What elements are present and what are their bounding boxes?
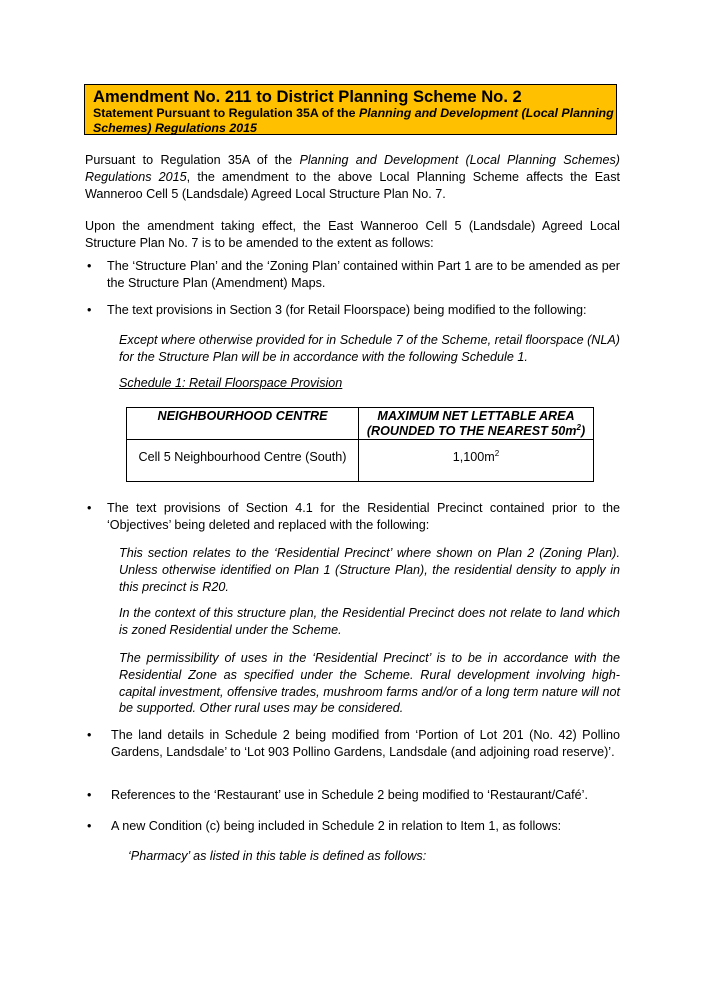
- residential-quote-3: The permissibility of uses in the ‘Residential Precinct’ is to be in accordance with the Residential Zone as specified under the Scheme. Rural development involving high-capital investment, offensive trades, mushroom farms and/or of a long term nature will not be supported. Other rural uses may be considered.: [119, 651, 620, 716]
- bullet-marker: •: [87, 819, 92, 833]
- bullet-new-condition: A new Condition (c) being included in Schedule 2 in relation to Item 1, as follows:: [111, 819, 562, 833]
- schedule-1-title: Schedule 1: Retail Floorspace Provision: [119, 376, 343, 390]
- intro-paragraph: Pursuant to Regulation 35A of the Planning and Development (Local Planning Schemes) Regulations 2015, the amendment to the above Local Planning Scheme affects the East Wanneroo Cell 5 (Landsdale) Agreed Local Structure Plan No. 7.: [85, 153, 620, 201]
- amendment-title: Amendment No. 211 to District Planning Scheme No. 2: [93, 87, 522, 106]
- amendment-header-box: [84, 84, 617, 135]
- retail-floorspace-table: [126, 407, 594, 482]
- bullet-retail-floorspace: The text provisions in Section 3 (for Retail Floorspace) being modified to the following:: [107, 303, 587, 317]
- bullet-restaurant-use: References to the ‘Restaurant’ use in Schedule 2 being modified to ‘Restaurant/Café’.: [111, 788, 588, 802]
- amendment-subtitle: Statement Pursuant to Regulation 35A of the Planning and Development (Local Planning Schemes) Regulations 2015: [93, 106, 614, 135]
- retail-floorspace-quote: Except where otherwise provided for in Schedule 7 of the Scheme, retail floorspace (NLA) for the Structure Plan will be in accordance with the following Schedule 1.: [119, 333, 620, 364]
- cell-lettable-area: $1,100m^2$: [359, 440, 594, 482]
- pharmacy-quote: ‘Pharmacy’ as listed in this table is defined as follows:: [128, 849, 427, 863]
- bullet-marker: •: [87, 728, 92, 742]
- bullet-residential-precinct: The text provisions of Section 4.1 for the Residential Precinct contained prior to the ‘Objectives’ being deleted and replaced with the following:: [107, 501, 620, 532]
- bullet-marker: •: [87, 788, 92, 802]
- bullet-structure-plan: The ‘Structure Plan’ and the ‘Zoning Plan’ contained within Part 1 are to be amended as per the Structure Plan (Amendment) Maps.: [107, 259, 620, 290]
- header-max-net-lettable-area: MAXIMUM NET LETTABLE AREA (ROUNDED TO THE NEAREST $50m^2$): [359, 408, 594, 440]
- residential-quote-1: This section relates to the ‘Residential Precinct’ where shown on Plan 2 (Zoning Plan). Unless otherwise identified on Plan 1 (Structure Plan), the residential density to apply in this precinct is R20.: [119, 546, 620, 594]
- bullet-marker: •: [87, 501, 92, 515]
- bullet-marker: •: [87, 259, 92, 273]
- residential-quote-2: In the context of this structure plan, the Residential Precinct does not relate to land which is zoned Residential under the Scheme.: [119, 606, 620, 637]
- bullet-marker: •: [87, 303, 92, 317]
- cell-neighbourhood-centre: Cell 5 Neighbourhood Centre (South): [127, 440, 359, 482]
- effect-paragraph: Upon the amendment taking effect, the East Wanneroo Cell 5 (Landsdale) Agreed Local Structure Plan No. 7 is to be amended to the extent as follows:: [85, 219, 620, 250]
- table-header-row: [127, 408, 594, 440]
- table-row: [127, 440, 594, 482]
- bullet-land-details: The land details in Schedule 2 being modified from ‘Portion of Lot 201 (No. 42) Pollino Gardens, Landsdale’ to ‘Lot 903 Pollino Gardens, Landsdale (and adjoining road reserve)’.: [111, 728, 620, 759]
- header-neighbourhood-centre: NEIGHBOURHOOD CENTRE: [127, 408, 359, 440]
